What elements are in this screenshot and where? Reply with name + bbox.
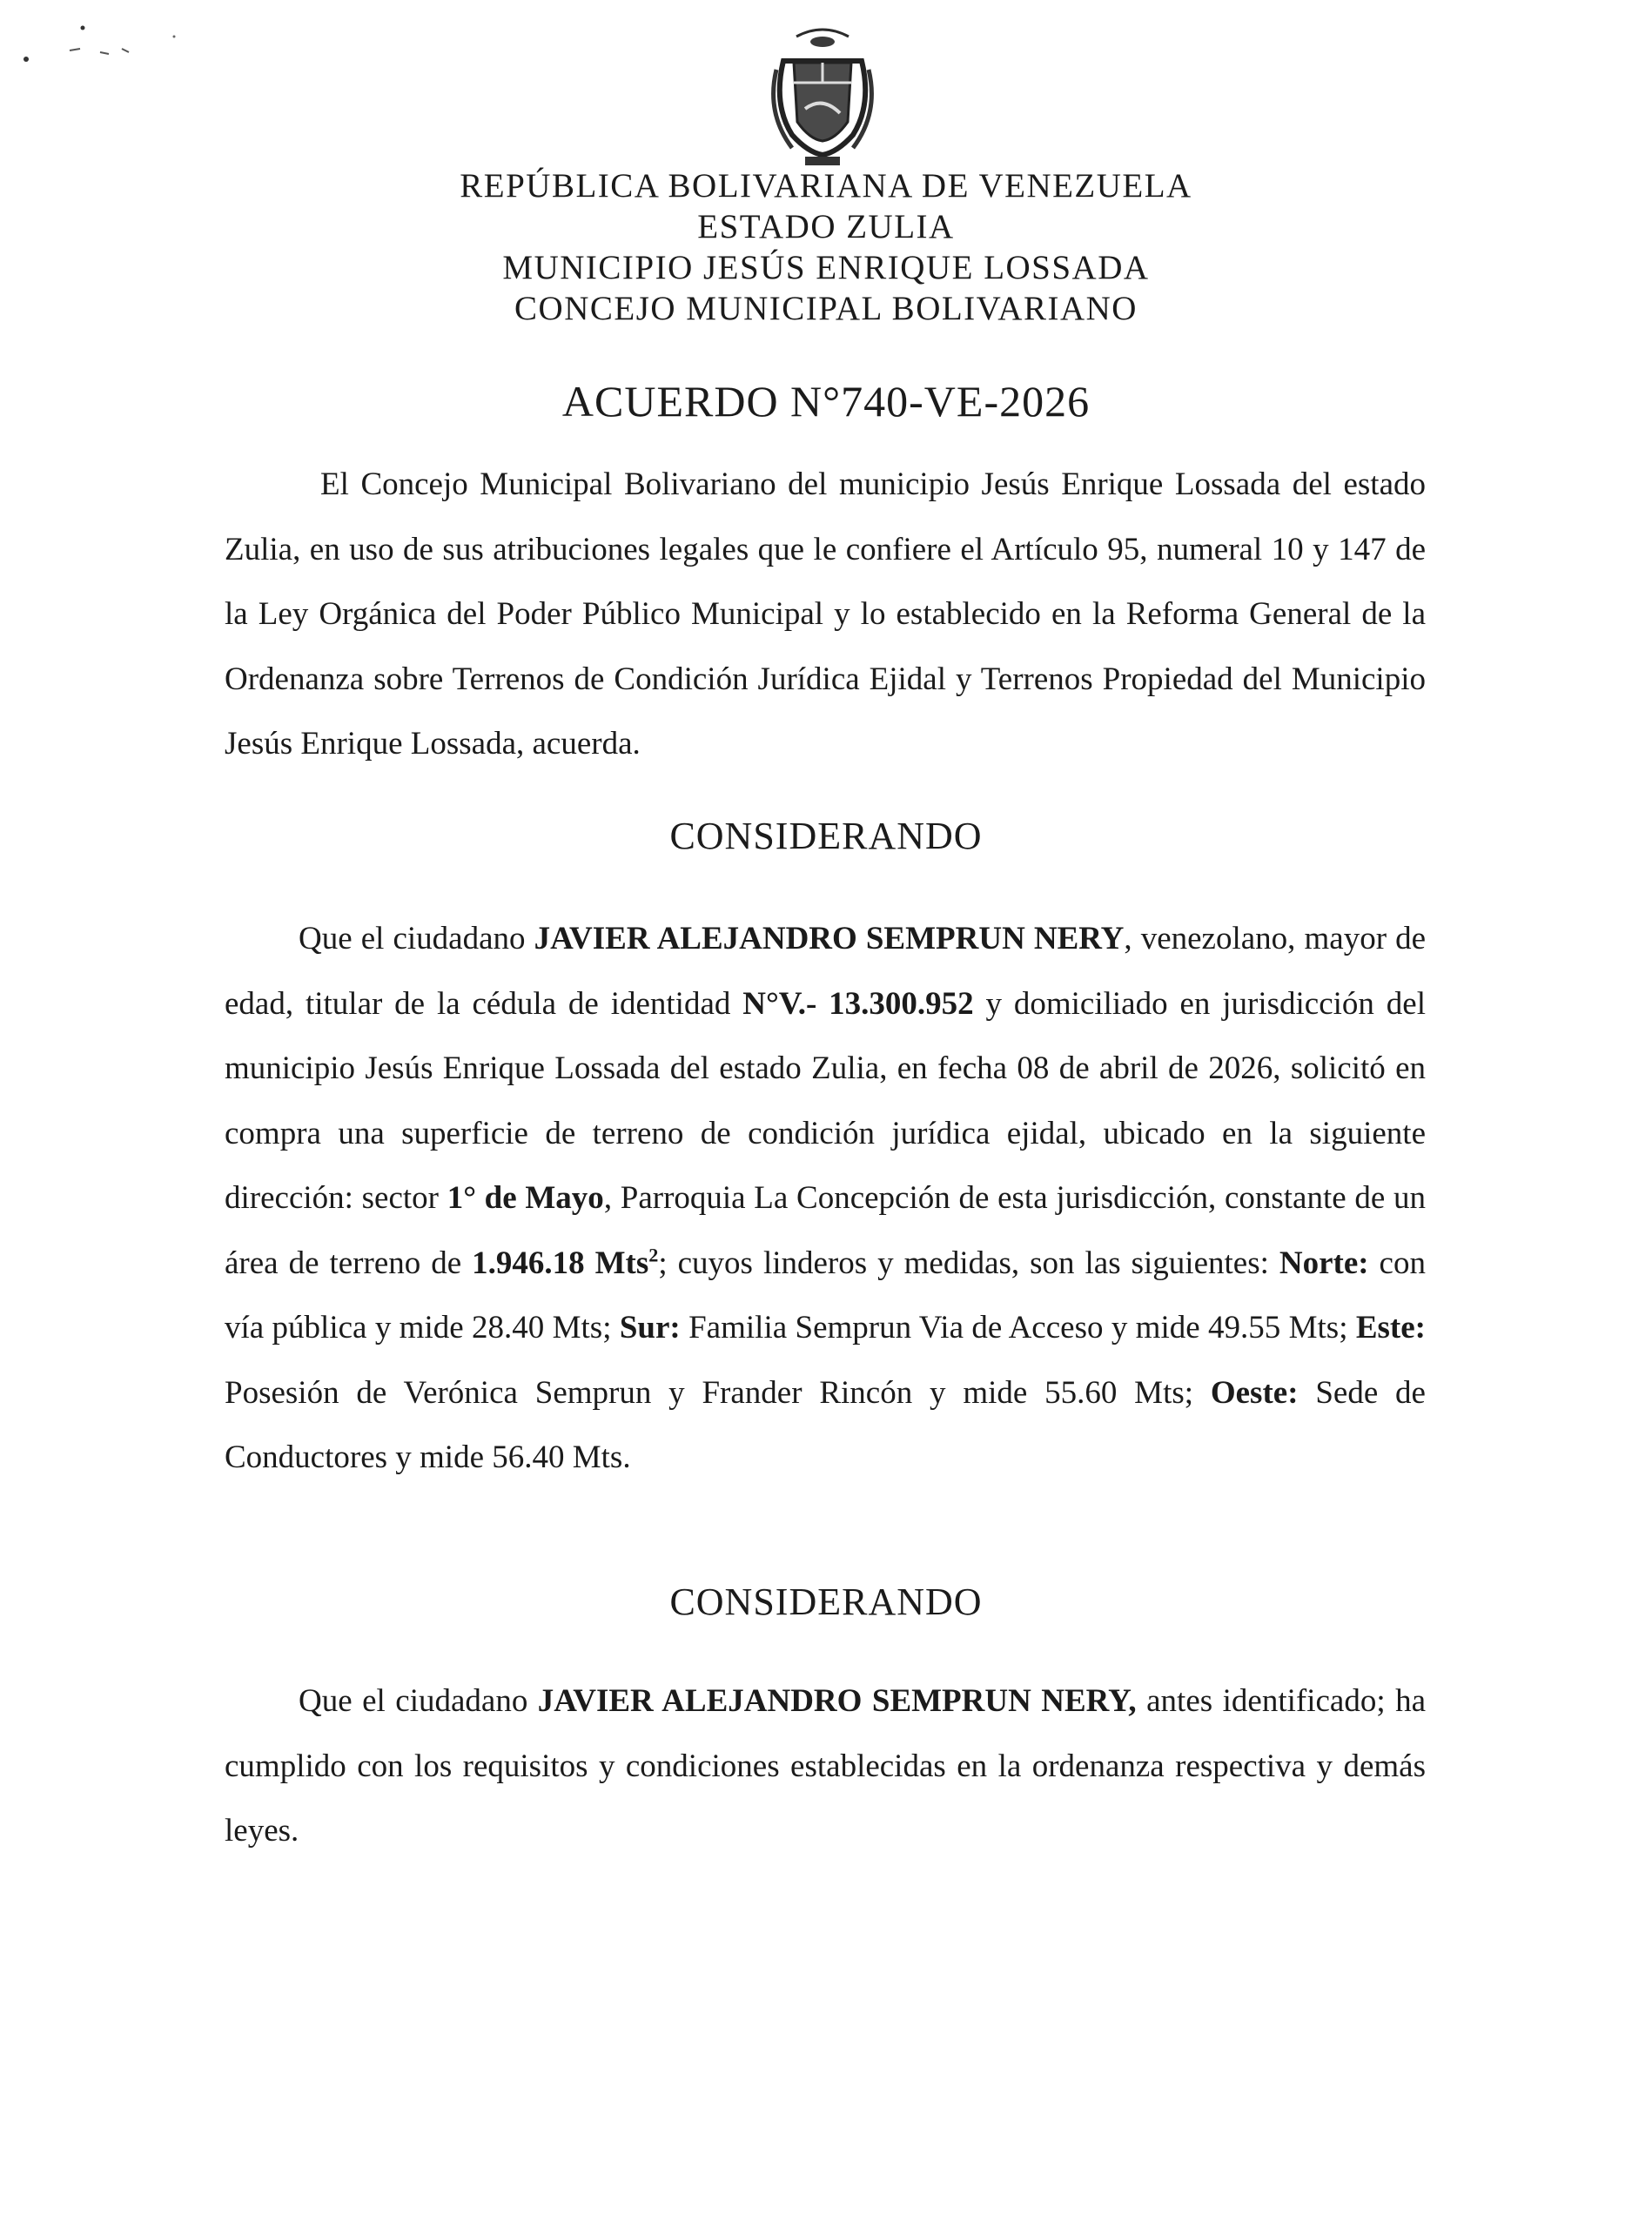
boundary-south: Familia Semprun Via de Acceso y mide 49.55 Mts; bbox=[680, 1310, 1356, 1346]
text: ; cuyos linderos y medidas, son las siguientes: bbox=[658, 1245, 1279, 1281]
header-republic: REPÚBLICA BOLIVARIANA DE VENEZUELA bbox=[460, 167, 1192, 205]
text: , Parroquia La Concepción de esta jurisdicción, constante de un área de terreno de bbox=[225, 1180, 1427, 1281]
land-area: 1.946.18 Mts$^2$ bbox=[472, 1244, 659, 1281]
header-state: ESTADO ZULIA bbox=[697, 208, 955, 245]
boundary-west-label: Oeste: bbox=[1210, 1374, 1299, 1411]
coat-of-arms-seal bbox=[757, 26, 888, 174]
cedula-number: N°V.- 13.300.952 bbox=[742, 985, 974, 1022]
boundary-east-label: Este: bbox=[1355, 1310, 1427, 1346]
text: y domiciliado en jurisdicción del municipio Jesús Enrique Lossada del estado Zulia, en fecha 08 de abril de 2026, solicitó en compra una superficie de terreno de condición jurídica ejidal, ubicado en la siguiente dirección: sector bbox=[225, 985, 1426, 1216]
considerando-paragraph-1 bbox=[225, 907, 1426, 1491]
agreement-title: ACUERDO N°740-VE-2026 bbox=[561, 377, 1091, 426]
scan-specks bbox=[17, 17, 191, 70]
letterhead bbox=[0, 165, 1652, 329]
header-council: CONCEJO MUNICIPAL BOLIVARIANO bbox=[514, 290, 1138, 327]
boundary-north-label: Norte: bbox=[1279, 1245, 1369, 1281]
boundary-west: Sede de Conductores y mide 56.40 Mts. bbox=[225, 1374, 1426, 1475]
header-municipality: MUNICIPIO JESÚS ENRIQUE LOSSADA bbox=[502, 249, 1150, 286]
citizen-name: JAVIER ALEJANDRO SEMPRUN NERY, bbox=[537, 1683, 1137, 1719]
text: antes identificado; ha cumplido con los requisitos y condiciones establecidas en la ordenanza respectiva y demás leyes. bbox=[225, 1683, 1426, 1849]
text: , venezolano, mayor de edad, titular de la cédula de identidad bbox=[225, 921, 1426, 1022]
considerando-heading-1: CONSIDERANDO bbox=[669, 815, 983, 857]
boundary-south-label: Sur: bbox=[619, 1310, 681, 1346]
intro-paragraph: El Concejo Municipal Bolivariano del municipio Jesús Enrique Lossada del estado Zulia, en uso de sus atribuciones legales que le confiere el Artículo 95, numeral 10 y 147 de la Ley Orgánica del Poder Público Municipal y lo establecido en la Reforma General de la Ordenanza sobre Terrenos de Condición Jurídica Ejidal y Terrenos Propiedad del Municipio Jesús Enrique Lossada, acuerda. bbox=[225, 466, 1426, 762]
considerando-heading-2: CONSIDERANDO bbox=[669, 1580, 983, 1623]
boundary-north: con vía pública y mide 28.40 Mts; bbox=[225, 1245, 1426, 1346]
text: Que el ciudadano bbox=[299, 1683, 538, 1719]
sector-name: 1° de Mayo bbox=[447, 1180, 604, 1216]
boundary-east: Posesión de Verónica Semprun y Frander Rincón y mide 55.60 Mts; bbox=[225, 1374, 1211, 1411]
text: Que el ciudadano bbox=[299, 921, 534, 956]
considerando-paragraph-2 bbox=[225, 1669, 1426, 1864]
citizen-name: JAVIER ALEJANDRO SEMPRUN NERY bbox=[534, 921, 1125, 956]
